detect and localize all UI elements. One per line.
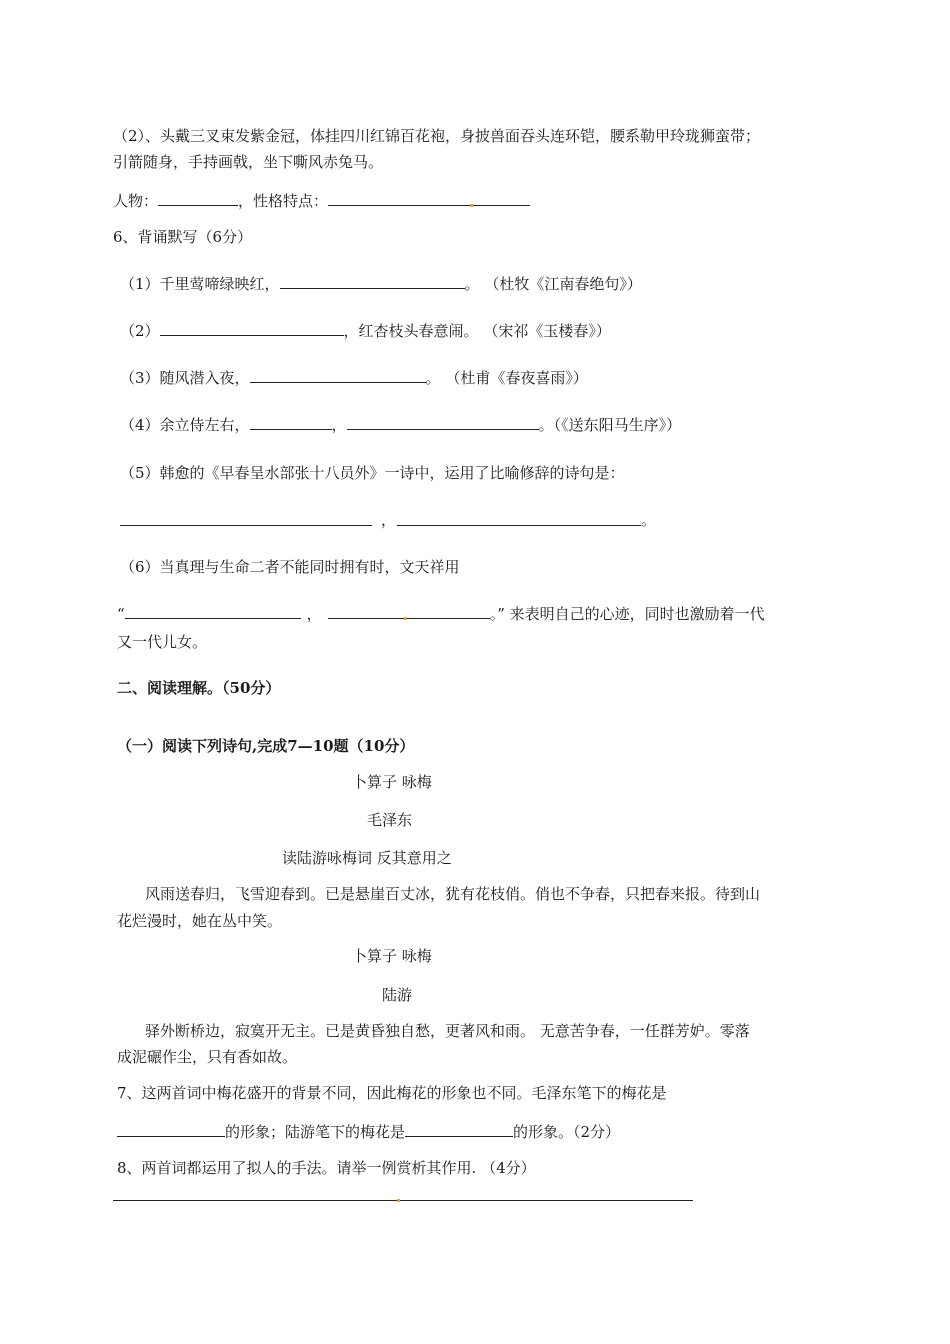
- q7-line2: [117, 1122, 620, 1142]
- q5-2-answer-line: [113, 191, 530, 211]
- q6-item-3: [120, 368, 588, 388]
- poem-1-preface: 读陆游咏梅词 反其意用之: [282, 849, 452, 867]
- part-1-title: （一）阅读下列诗句,完成7—10题（10分）: [117, 737, 415, 755]
- poem-2-body-line1: 驿外断桥边，寂寞开无主。已是黄昏独自愁，更著风和雨。 无意苦争春，一任群芳妒。零落: [145, 1022, 750, 1040]
- q6-item-3-blank[interactable]: [250, 368, 426, 383]
- open-quote: “: [117, 605, 125, 623]
- q7-blank-mao[interactable]: [117, 1122, 225, 1137]
- q6-item-5: （5）韩愈的《早春呈水部张十八员外》一诗中，运用了比喻修辞的诗句是：: [120, 464, 625, 482]
- q6-item-5-comma: ，: [381, 511, 397, 529]
- q6-item-6-answer: [117, 604, 765, 624]
- person-label: 人物：: [113, 192, 159, 210]
- q6-item-6-tail: 。” 来表明自己的心迹，同时也激励着一代: [489, 605, 765, 623]
- q6-item-1-source: 。 （杜牧《江南春绝句》）: [464, 275, 642, 293]
- q6-item-3-source: 。 （杜甫《春夜喜雨》）: [425, 369, 588, 387]
- q6-item-4-source: 。（《送东阳马生序》）: [538, 416, 682, 434]
- person-blank[interactable]: [158, 191, 238, 206]
- q6-item-6-line2: 又一代儿女。: [117, 633, 208, 651]
- poem-1-author: 毛泽东: [367, 811, 413, 829]
- q6-item-4-blank-a[interactable]: [250, 415, 332, 430]
- q6-item-2-text: ，红杏枝头春意闹。 （宋祁《玉楼春》）: [343, 322, 611, 340]
- section-2-title: 二、阅读理解。（50分）: [117, 679, 281, 697]
- poem-1-body-line2: 花烂漫时，她在丛中笑。: [117, 912, 283, 930]
- q5-2-line2: 引箭随身，手持画戟，坐下嘶风赤兔马。: [113, 153, 384, 171]
- q6-item-6-comma: ，: [306, 605, 322, 623]
- q6-item-5-blank-a[interactable]: [120, 525, 372, 526]
- q6-item-1-text: （1）千里莺啼绿映红，: [120, 275, 280, 293]
- poem-2-body-line2: 成泥碾作尘，只有香如故。: [117, 1048, 298, 1066]
- q6-item-4-text: （4）余立侍左右，: [120, 416, 250, 434]
- q6-item-3-text: （3）随风潜入夜，: [120, 369, 250, 387]
- q6-item-1: [120, 274, 642, 294]
- q6-item-5-end: 。: [641, 511, 657, 529]
- q6-item-4-comma: ，: [331, 416, 347, 434]
- q6-item-1-blank[interactable]: [280, 274, 465, 289]
- q6-item-4: [120, 415, 681, 435]
- trait-blank[interactable]: [328, 191, 530, 206]
- q6-item-4-blank-b[interactable]: [347, 415, 539, 430]
- q6-item-5-blank-b[interactable]: [397, 525, 641, 526]
- q5-2-line1: （2）、头戴三叉束发紫金冠，体挂四川红锦百花袍，身披兽面吞头连环铠，腰系勒甲玲珑狮蛮带；: [113, 127, 761, 145]
- poem-1-body-line1: 风雨送春归，飞雪迎春到。已是悬崖百丈冰，犹有花枝俏。俏也不争春，只把春来报。待到山: [145, 885, 761, 903]
- q6-item-2-blank[interactable]: [160, 321, 344, 336]
- q6-item-2: [120, 321, 611, 341]
- poem-1-title: 卜算子 咏梅: [352, 773, 432, 791]
- q7-blank-lu[interactable]: [405, 1122, 513, 1137]
- q6-title: 6、背诵默写（6分）: [113, 228, 253, 246]
- poem-2-author: 陆游: [382, 986, 413, 1004]
- q6-item-6: （6）当真理与生命二者不能同时拥有时，文天祥用: [120, 558, 460, 576]
- q8-line1: 8、两首词都运用了拟人的手法。请举一例赏析其作用. （4分）: [117, 1159, 536, 1177]
- q6-item-2-num: （2）: [120, 322, 160, 340]
- q6-item-6-blank-b[interactable]: [328, 604, 490, 619]
- q7-mid-text: 的形象；陆游笔下的梅花是: [225, 1123, 406, 1141]
- trait-label: ，性格特点：: [238, 192, 329, 210]
- poem-2-title: 卜算子 咏梅: [352, 947, 432, 965]
- q7-line1: 7、这两首词中梅花盛开的背景不同，因此梅花的形象也不同。毛泽东笔下的梅花是: [117, 1084, 667, 1102]
- q6-item-6-blank-a[interactable]: [125, 604, 301, 619]
- q8-answer-blank[interactable]: [113, 1200, 693, 1201]
- q7-end-text: 的形象。（2分）: [513, 1123, 621, 1141]
